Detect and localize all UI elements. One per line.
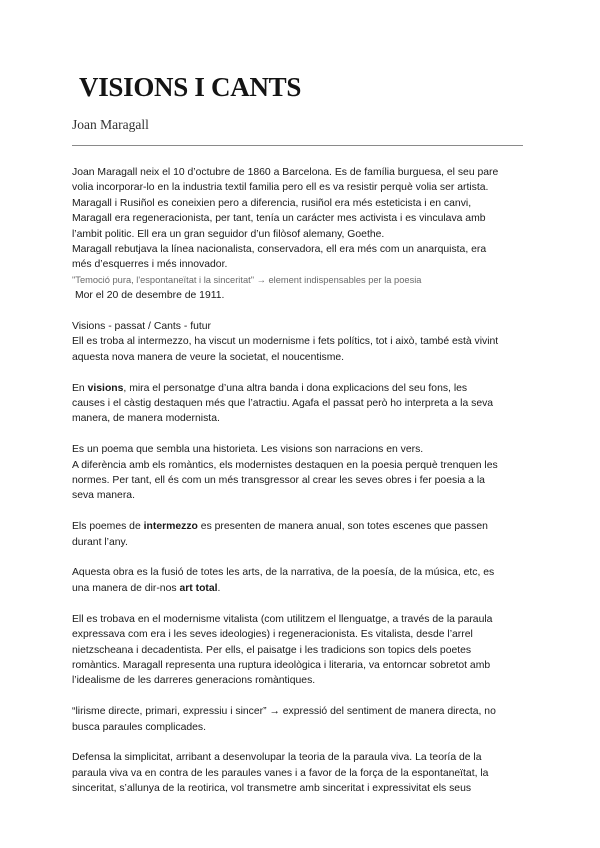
document-body: [72, 165, 532, 797]
poetry-quote: "Temoció pura, l'espontaneïtat i la sinceritat" → element indispensables per la poesia: [72, 274, 422, 285]
intermezzo-paragraph: [72, 519, 532, 550]
vitalist-paragraph: [72, 612, 532, 689]
visions-paragraph: [72, 381, 532, 427]
text-line: expressava com era i les seves ideologies) i regeneracionista. Es vitalista, desde l’arrel: [72, 629, 473, 641]
text-line: Maragall i Rusiñol es coneixien pero a diferencia, rusiñol era més esteticista i en canvi,: [72, 197, 472, 209]
text-line: Aquesta obra es la fusió de totes les arts, de la narrativa, de la poesía, de la música, etc, es: [72, 567, 495, 579]
text-line: durant l’any.: [72, 536, 128, 548]
text-line: sinceritat, s’allunya de la reotirica, vol transmetre amb sinceritat i expressivitat els seus: [72, 783, 472, 795]
visions-keyword: visions: [87, 382, 124, 394]
text-line: A diferència amb els romàntics, els modernistes destaquen en la poesia perquè trenquen les: [72, 459, 498, 471]
text-line: volia incorporar-lo en la industria textil familia pero ell es va resistir perquè volia ser artista.: [72, 182, 489, 194]
text-line: seva manera.: [72, 490, 135, 502]
simplicitat-paragraph: [72, 750, 532, 796]
death-date: Mor el 20 de desembre de 1911.: [75, 290, 225, 302]
text-line: l’ambit politic. Ell era un gran seguidor d’un filòsof alemany, Goethe.: [72, 228, 385, 240]
text-line: Joan Maragall neix el 10 d’octubre de 1860 a Barcelona. Es de família burguesa, el seu pare: [72, 167, 499, 178]
document-title: VISIONS I CANTS: [79, 72, 302, 102]
lirisme-paragraph: [72, 704, 532, 735]
art-total-paragraph: [72, 565, 532, 596]
text-line: manera, de manera modernista.: [72, 413, 220, 425]
text-line: causes i el càstig destaquen més que l’atractiu. Agafa el passat però ho interpreta a la seva: [72, 398, 494, 410]
text-line: nietzscheana i decadentista. Per ells, el paisatge i les tradicions son topics dels poetes: [72, 644, 472, 656]
text-line: “lirisme directe, primari, expressiu i sincer” → expressió del sentiment de manera directa, no: [72, 706, 496, 718]
title-divider: [72, 145, 523, 146]
text-line: paraula viva va en contra de les paraules vanes i a favor de la força de la espontaneïtat, la: [72, 767, 489, 779]
text-line: Maragall rebutjava la línea nacionalista, conservadora, ell era més com un anarquista, era: [72, 244, 487, 256]
text-line: normes. Per tant, ell és com un més transgressor al crear les seves obres i fer poesia a la: [72, 475, 485, 487]
text-line: aquesta nova manera de veure la societat, el noucentisme.: [72, 351, 345, 363]
section-heading: Visions - passat / Cants - futur: [72, 321, 211, 333]
text-line: Defensa la simplicitat, arribant a desenvolupar la teoria de la paraula viva. La teoría de la: [72, 752, 482, 764]
poem-paragraph: [72, 442, 532, 504]
visions-cants-paragraph: [72, 319, 532, 365]
text-line: més d’esquerres i més innovador.: [72, 259, 228, 271]
intermezzo-keyword: intermezzo: [143, 521, 198, 533]
text-line: romàntics. Maragall representa una ruptura ideològica i literaria, va entorncar sobretot amb: [72, 659, 491, 671]
text-line: Ell es troba al intermezzo, ha viscut un modernisme i fets polítics, tot i això, també està vivint: [72, 336, 499, 348]
text-line: una manera de dir-nos art total.: [72, 582, 221, 594]
text-line: l’idealisme de les darreres generacions romàntiques.: [72, 675, 316, 687]
art-total-keyword: art total: [179, 582, 218, 594]
document-author: Joan Maragall: [72, 117, 149, 132]
text-line: busca paraules complicades.: [72, 721, 206, 733]
text-line: Els poemes de intermezzo es presenten de manera anual, son totes escenes que passen: [72, 521, 488, 533]
text-line: Es un poema que sembla una historieta. Les visions son narracions en vers.: [72, 444, 424, 456]
text-line: Maragall era regeneracionista, per tant, tenía un carácter mes activista i es vinculava amb: [72, 213, 486, 225]
text-line: En visions, mira el personatge d’una altra banda i dona explicacions del seu fons, les: [72, 382, 468, 394]
text-line: Ell es trobava en el modernisme vitalista (com utilitzem el llenguatge, a través de la paraula: [72, 613, 493, 625]
intro-paragraph: [72, 165, 532, 304]
